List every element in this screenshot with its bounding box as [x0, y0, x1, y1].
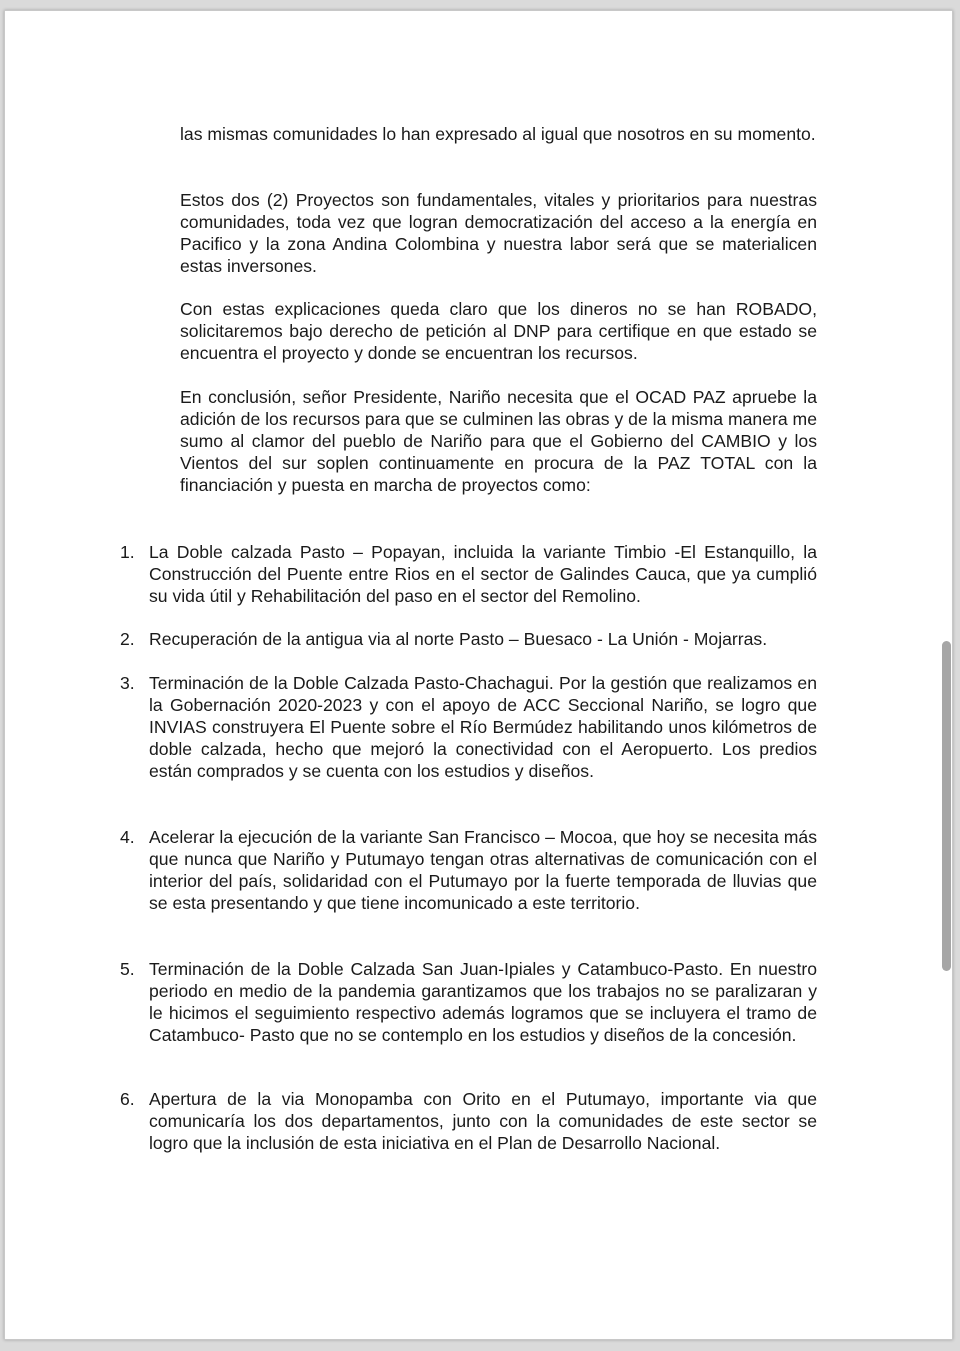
list-item — [114, 628, 817, 650]
list-item-text: La Doble calzada Pasto – Popayan, incluida la variante Timbio -El Estanquillo, la Construcción del Puente entre Rios en el sector de Galindes Cauca, que ya cumplió su vida útil y Rehabilitación del paso en el sector del Remolino. — [149, 542, 817, 606]
list-item-text: Acelerar la ejecución de la variante San Francisco – Mocoa, que hoy se necesita más que nunca que Nariño y Putumayo tengan otras alternativas de comunicación con el interior del país, solidaridad con el Putumayo por la fuerte temporada de lluvias que se esta presentando y que tiene incomunicado a este territorio. — [149, 827, 817, 913]
list-item-text: Apertura de la via Monopamba con Orito en el Putumayo, importante via que comunicaría los dos departamentos, junto con la comunidades de este sector se logro que la inclusión de esta iniciativa en el Plan de Desarrollo Nacional. — [149, 1089, 817, 1153]
list-item — [114, 1088, 817, 1154]
list-item-number: 2. — [120, 629, 135, 649]
list-item — [114, 672, 817, 782]
paragraph-continuation: las mismas comunidades lo han expresado al igual que nosotros en su momento. — [180, 124, 816, 144]
list-item — [114, 541, 817, 607]
paragraph-conclusion: En conclusión, señor Presidente, Nariño necesita que el OCAD PAZ apruebe la adición de los recursos para que se culminen las obras y de la misma manera me sumo al clamor del pueblo de Nariño para que el Gobierno del CAMBIO y los Vientos del sur soplen continuamente en procura de la PAZ TOTAL con la financiación y puesta en marcha de proyectos como: — [180, 387, 817, 495]
list-item-text: Terminación de la Doble Calzada Pasto-Chachagui. Por la gestión que realizamos en la Gobernación 2020-2023 y con el apoyo de ACC Seccional Nariño, se logro que INVIAS construyera El Puente sobre el Río Bermúdez habilitando unos kilómetros de doble calzada, hecho que mejoró la conectividad con el Aeropuerto. Los predios están comprados y se cuenta con los estudios y diseños. — [149, 673, 817, 781]
list-item — [114, 958, 817, 1046]
list-item-number: 4. — [120, 827, 135, 847]
list-item-number: 5. — [120, 959, 135, 979]
list-item-text: Recuperación de la antigua via al norte Pasto – Buesaco - La Unión - Mojarras. — [149, 629, 768, 649]
list-item-text: Terminación de la Doble Calzada San Juan-Ipiales y Catambuco-Pasto. En nuestro periodo en medio de la pandemia garantizamos que los trabajos no se paralizaran y le hicimos el seguimiento respectivo además logramos que se incluyera el tramo de Catambuco- Pasto que no se contemplo en los estudios y diseños de la concesión. — [149, 959, 817, 1045]
list-item — [114, 826, 817, 914]
paragraph-explanations: Con estas explicaciones queda claro que los dineros no se han ROBADO, solicitaremos bajo derecho de petición al DNP para certifique en que estado se encuentra el proyecto y donde se encuentran los recursos. — [180, 299, 817, 363]
list-item-number: 1. — [120, 542, 135, 562]
list-item-number: 6. — [120, 1089, 135, 1109]
list-item-number: 3. — [120, 673, 135, 693]
scrollbar-thumb[interactable] — [942, 641, 951, 971]
paragraph-projects: Estos dos (2) Proyectos son fundamentales, vitales y prioritarios para nuestras comunidades, toda vez que logran democratización del acceso a la energía en Pacifico y la zona Andina Colombina y nuestra labor será que se materialicen estas inversones. — [180, 190, 817, 276]
